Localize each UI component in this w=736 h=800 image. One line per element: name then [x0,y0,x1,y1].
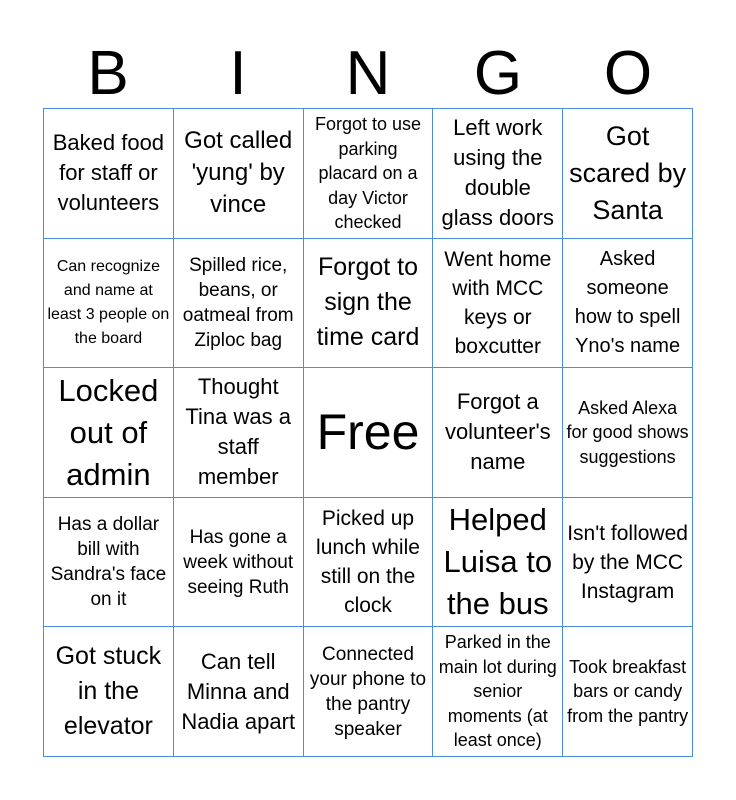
bingo-cell-1[interactable]: Baked food for staff or volunteers [44,109,174,239]
bingo-cell-4[interactable]: Left work using the double glass doors [433,109,563,239]
bingo-cell-8[interactable]: Forgot to sign the time card [304,239,434,369]
bingo-cell-2[interactable]: Got called 'yung' by vince [174,109,304,239]
header-letter-b: B [87,39,129,108]
bingo-card-grid [43,108,693,757]
bingo-cell-11[interactable]: Locked out of admin [44,368,174,498]
bingo-cell-19[interactable]: Helped Luisa to the bus [433,498,563,628]
bingo-cell-18[interactable]: Picked up lunch while still on the clock [304,498,434,628]
bingo-cell-10[interactable]: Asked someone how to spell Yno's name [563,239,693,369]
bingo-cell-25[interactable]: Took breakfast bars or candy from the pantry [563,627,693,757]
header-letter-i: I [229,39,247,108]
bingo-cell-21[interactable]: Got stuck in the elevator [44,627,174,757]
bingo-header [43,40,693,108]
bingo-cell-14[interactable]: Forgot a volunteer's name [433,368,563,498]
bingo-cell-23[interactable]: Connected your phone to the pantry speaker [304,627,434,757]
bingo-cell-16[interactable]: Has a dollar bill with Sandra's face on it [44,498,174,628]
bingo-cell-12[interactable]: Thought Tina was a staff member [174,368,304,498]
bingo-cell-3[interactable]: Forgot to use parking placard on a day Victor checked [304,109,434,239]
bingo-cell-20[interactable]: Isn't followed by the MCC Instagram [563,498,693,628]
bingo-cell-9[interactable]: Went home with MCC keys or boxcutter [433,239,563,369]
header-letter-o: O [603,39,653,108]
bingo-cell-24[interactable]: Parked in the main lot during senior moments (at least once) [433,627,563,757]
header-letter-n: N [345,39,391,108]
bingo-cell-7[interactable]: Spilled rice, beans, or oatmeal from Ziploc bag [174,239,304,369]
bingo-cell-free[interactable]: Free [304,368,434,498]
bingo-cell-22[interactable]: Can tell Minna and Nadia apart [174,627,304,757]
bingo-cell-6[interactable]: Can recognize and name at least 3 people on the board [44,239,174,369]
header-letter-g: G [473,39,523,108]
bingo-cell-15[interactable]: Asked Alexa for good shows suggestions [563,368,693,498]
bingo-cell-5[interactable]: Got scared by Santa [563,109,693,239]
bingo-cell-17[interactable]: Has gone a week without seeing Ruth [174,498,304,628]
